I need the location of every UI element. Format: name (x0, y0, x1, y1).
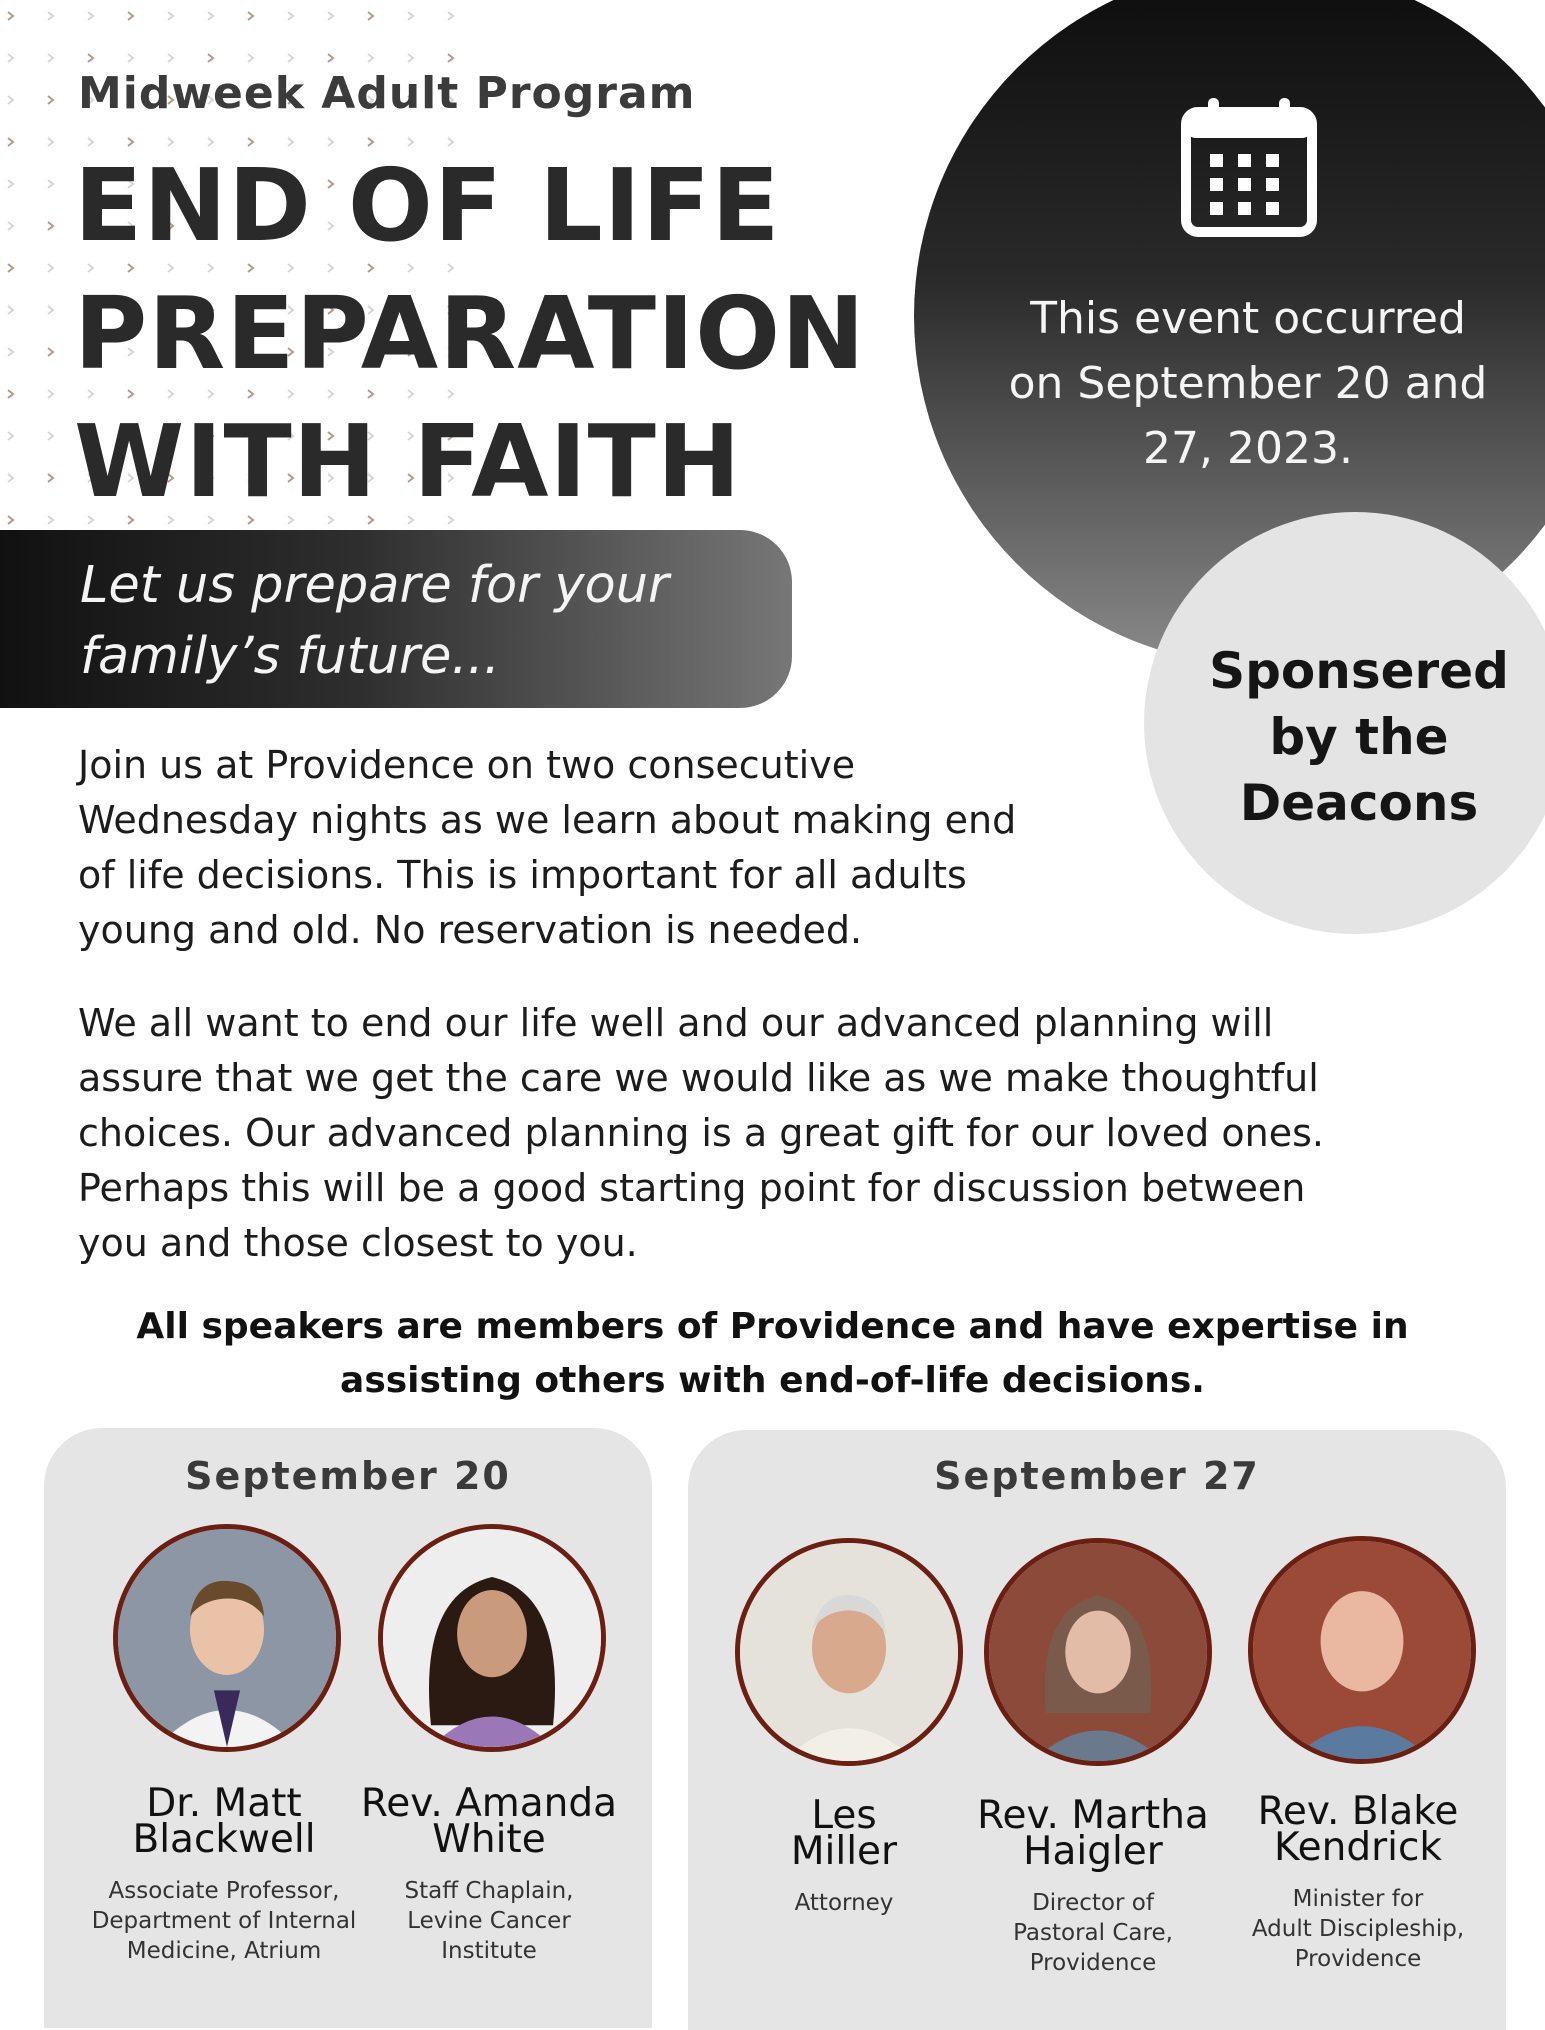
paragraph-line: We all want to end our life well and our advanced planning will (78, 1001, 1274, 1045)
tagline-line: family’s future... (80, 627, 500, 686)
speaker-name-line: Les (811, 1793, 877, 1838)
paragraph-line: you and those closest to you. (78, 1221, 638, 1265)
speakers-note-line: assisting others with end-of-life decisions. (340, 1360, 1205, 1401)
speaker-role-line: Pastoral Care, (1013, 1920, 1173, 1946)
portrait-placeholder-icon (383, 1529, 601, 1747)
tagline-line: Let us prepare for your (80, 556, 670, 615)
title-line: END OF LIFE (74, 147, 781, 264)
speaker-role-miller (724, 1888, 964, 1918)
speaker-name-kendrick (1222, 1789, 1494, 1870)
speaker-name-line: Rev. Martha (977, 1793, 1209, 1838)
speaker-photo-miller (735, 1538, 963, 1766)
speaker-role-line: Director of (1032, 1890, 1154, 1916)
paragraph-line: Perhaps this will be a good starting point for discussion between (78, 1166, 1306, 1210)
speaker-role-white (358, 1876, 620, 1966)
event-line: 27, 2023. (1143, 423, 1353, 474)
speaker-role-line: Medicine, Atrium (126, 1938, 322, 1964)
speaker-name-miller (714, 1793, 974, 1874)
sponsor-line: Deacons (1239, 774, 1479, 832)
speaker-role-line: Institute (441, 1938, 537, 1964)
speakers-note (40, 1300, 1505, 1408)
speaker-photo-blackwell (113, 1524, 341, 1752)
speaker-role-line: Providence (1294, 1946, 1422, 1972)
tagline (80, 550, 669, 692)
paragraph-line: Join us at Providence on two consecutive (78, 743, 856, 787)
speaker-role-line: Associate Professor, (108, 1878, 340, 1904)
paragraph-line: young and old. No reservation is needed. (78, 908, 863, 952)
speakers-note-line: All speakers are members of Providence and have expertise in (136, 1306, 1409, 1347)
speaker-role-haigler (972, 1888, 1214, 1978)
speaker-role-line: Adult Discipleship, (1251, 1916, 1465, 1942)
speaker-name-line: Blackwell (132, 1817, 316, 1862)
sponsor-line: by the (1269, 708, 1449, 766)
paragraph-line: choices. Our advanced planning is a great gift for our loved ones. (78, 1111, 1324, 1155)
speaker-role-line: Minister for (1292, 1886, 1424, 1912)
speaker-photo-haigler (984, 1538, 1212, 1766)
portrait-placeholder-icon (989, 1543, 1207, 1761)
program-kicker: Midweek Adult Program (78, 68, 696, 119)
portrait-placeholder-icon (1253, 1541, 1471, 1759)
event-line: on September 20 and (1008, 358, 1488, 409)
speaker-role-kendrick (1232, 1884, 1484, 1974)
speaker-photo-white (378, 1524, 606, 1752)
speaker-name-line: Rev. Blake (1257, 1789, 1459, 1834)
speaker-name-line: Miller (790, 1829, 898, 1874)
speaker-name-line: White (432, 1817, 546, 1862)
speaker-name-white (338, 1781, 640, 1862)
page-title (74, 142, 866, 526)
sponsor-text (1164, 638, 1545, 836)
speaker-name-haigler (962, 1793, 1224, 1874)
calendar-icon (1180, 98, 1318, 238)
session-date: September 27 (934, 1454, 1260, 1498)
speaker-role-line: Department of Internal (91, 1908, 357, 1934)
title-line: WITH FAITH (74, 403, 742, 520)
session-date: September 20 (185, 1454, 511, 1498)
paragraph-line: Wednesday nights as we learn about making end (78, 798, 1017, 842)
speaker-role-line: Providence (1029, 1950, 1157, 1976)
event-line: This event occurred (1030, 293, 1466, 344)
portrait-placeholder-icon (740, 1543, 958, 1761)
speaker-name-line: Kendrick (1274, 1825, 1442, 1870)
speaker-name-line: Haigler (1023, 1829, 1163, 1874)
portrait-placeholder-icon (118, 1529, 336, 1747)
intro-paragraph (78, 738, 1016, 958)
planning-paragraph (78, 996, 1324, 1271)
speaker-role-line: Levine Cancer (407, 1908, 571, 1934)
speaker-role-line: Attorney (794, 1890, 894, 1916)
event-dates (948, 286, 1545, 481)
title-line: PREPARATION (74, 275, 866, 392)
paragraph-line: of life decisions. This is important for all adults (78, 853, 967, 897)
sponsor-line: Sponsered (1209, 642, 1509, 700)
speaker-name-line: Rev. Amanda (360, 1781, 618, 1826)
speaker-role-line: Staff Chaplain, (404, 1878, 574, 1904)
paragraph-line: assure that we get the care we would like as we make thoughtful (78, 1056, 1319, 1100)
speaker-name-line: Dr. Matt (146, 1781, 302, 1826)
speaker-name-blackwell (74, 1781, 374, 1862)
speaker-role-blackwell (64, 1876, 384, 1966)
speaker-photo-kendrick (1248, 1536, 1476, 1764)
